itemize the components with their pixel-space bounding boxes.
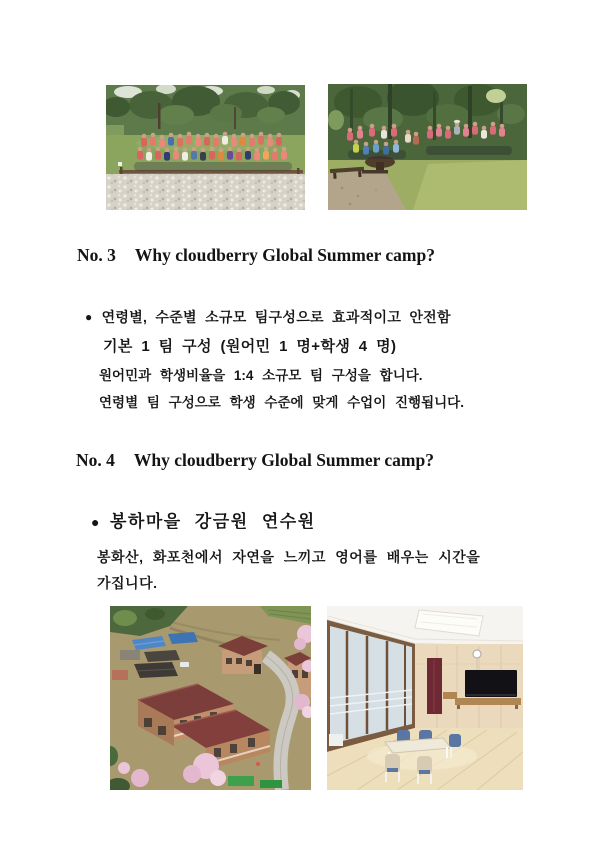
section4-heading-number: No. 4 — [76, 450, 115, 470]
section3-heading — [77, 245, 435, 265]
section4-line2: 가집니다. — [97, 575, 158, 591]
campers-forest-photo-illustration — [328, 84, 527, 210]
section3-heading-title: Why cloudberry Global Summer camp? — [134, 245, 435, 265]
village-aerial-photo-illustration — [110, 606, 311, 790]
section4-heading-title: Why cloudberry Global Summer camp? — [133, 450, 434, 470]
section3-line2: 기본 1 팀 구성 (원어민 1 명+학생 4 명) — [103, 338, 397, 355]
photo-campers-forest — [328, 84, 527, 210]
photo-interior-room — [327, 606, 523, 790]
section3-line4: 연령별 팀 구성으로 학생 수준에 맞게 수업이 진행됩니다. — [99, 395, 464, 410]
section3-line3: 원어민과 학생비율을 1:4 소규모 팀 구성을 합니다. — [99, 368, 423, 383]
camp-group-photo-illustration — [106, 85, 305, 210]
photo-camp-group-lawn — [106, 85, 305, 210]
photo-village-aerial — [110, 606, 311, 790]
interior-room-photo-illustration — [327, 606, 523, 790]
section3-bullet-text: 연령별, 수준별 소규모 팀구성으로 효과적이고 안전함 — [101, 309, 451, 325]
section3-heading-number: No. 3 — [77, 245, 116, 265]
section3-bullet-line — [85, 309, 451, 326]
bullet-icon: ● — [91, 514, 101, 531]
section4-bullet-text: 봉하마을 강금원 연수원 — [109, 512, 316, 531]
section4-bullet-line — [91, 512, 316, 532]
section4-line1: 봉화산, 화포천에서 자연을 느끼고 영어를 배우는 시간을 — [97, 549, 481, 565]
bullet-icon: ● — [85, 310, 93, 325]
section4-heading — [76, 450, 434, 470]
